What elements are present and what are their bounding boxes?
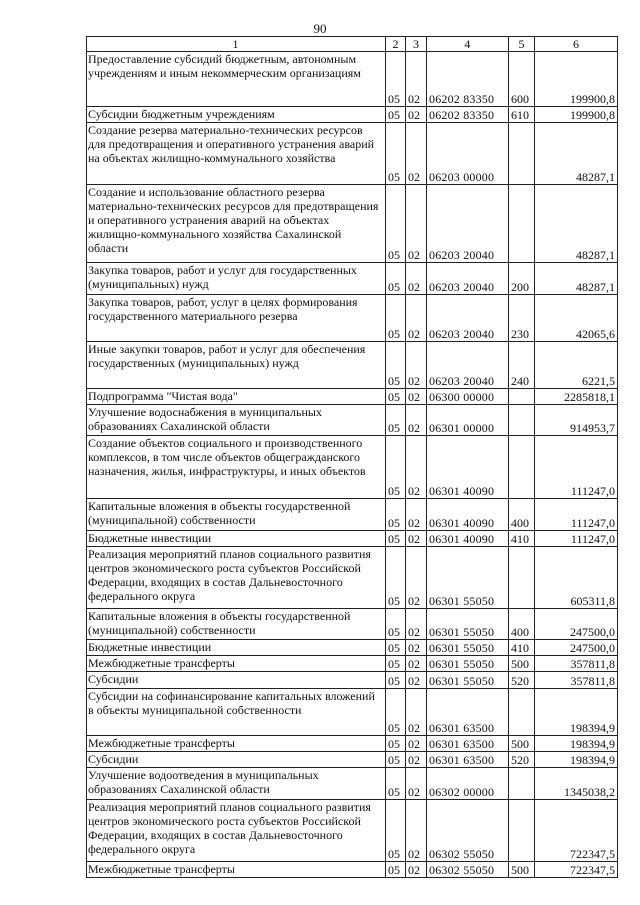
row-target-article: 06203 00000 bbox=[427, 123, 509, 185]
row-amount: 357811,8 bbox=[535, 672, 618, 689]
row-section: 05 bbox=[386, 862, 406, 878]
row-section: 05 bbox=[386, 689, 406, 736]
row-expense-type: 520 bbox=[509, 752, 535, 768]
row-target-article: 06202 83350 bbox=[427, 52, 509, 107]
row-description: Закупка товаров, работ и услуг для государственных (муниципальных) нужд bbox=[87, 263, 386, 295]
row-subsection: 02 bbox=[406, 107, 427, 123]
row-section: 05 bbox=[386, 52, 406, 107]
row-description: Межбюджетные трансферты bbox=[87, 862, 386, 878]
row-expense-type: 410 bbox=[509, 640, 535, 656]
row-description: Субсидии на софинансирование капитальных вложений в объекты муниципальной собственности bbox=[87, 689, 386, 736]
row-amount: 914953,7 bbox=[535, 405, 618, 436]
row-expense-type: 500 bbox=[509, 736, 535, 752]
row-subsection: 02 bbox=[406, 499, 427, 531]
row-amount: 357811,8 bbox=[535, 656, 618, 672]
row-target-article: 06301 55050 bbox=[427, 672, 509, 689]
row-description: Создание объектов социального и производственного комплексов, в том числе объектов общегражданского назначения, жилья, инфраструктуры, и иных объектов bbox=[87, 436, 386, 499]
table-row bbox=[87, 405, 618, 436]
row-expense-type: 610 bbox=[509, 107, 535, 123]
row-amount: 198394,9 bbox=[535, 736, 618, 752]
row-subsection: 02 bbox=[406, 862, 427, 878]
row-section: 05 bbox=[386, 436, 406, 499]
row-amount: 198394,9 bbox=[535, 689, 618, 736]
row-subsection: 02 bbox=[406, 531, 427, 547]
row-description: Капитальные вложения в объекты государственной (муниципальной) собственности bbox=[87, 609, 386, 640]
row-amount: 1345038,2 bbox=[535, 768, 618, 800]
row-amount: 722347,5 bbox=[535, 800, 618, 862]
row-target-article: 06301 63500 bbox=[427, 736, 509, 752]
row-subsection: 02 bbox=[406, 123, 427, 185]
table-row bbox=[87, 295, 618, 342]
row-amount: 247500,0 bbox=[535, 609, 618, 640]
row-expense-type bbox=[509, 405, 535, 436]
row-description: Подпрограмма "Чистая вода" bbox=[87, 389, 386, 405]
row-target-article: 06301 40090 bbox=[427, 499, 509, 531]
row-description: Бюджетные инвестиции bbox=[87, 531, 386, 547]
row-subsection: 02 bbox=[406, 736, 427, 752]
row-description: Субсидии bbox=[87, 752, 386, 768]
row-description: Субсидии bbox=[87, 672, 386, 689]
row-amount: 111247,0 bbox=[535, 531, 618, 547]
row-amount: 2285818,1 bbox=[535, 389, 618, 405]
row-section: 05 bbox=[386, 609, 406, 640]
row-subsection: 02 bbox=[406, 640, 427, 656]
table-row bbox=[87, 123, 618, 185]
row-target-article: 06301 55050 bbox=[427, 547, 509, 609]
row-description: Закупка товаров, работ, услуг в целях формирования государственного материального резерва bbox=[87, 295, 386, 342]
row-amount: 198394,9 bbox=[535, 752, 618, 768]
row-description: Капитальные вложения в объекты государственной (муниципальной) собственности bbox=[87, 499, 386, 531]
row-expense-type bbox=[509, 768, 535, 800]
row-subsection: 02 bbox=[406, 389, 427, 405]
row-expense-type: 520 bbox=[509, 672, 535, 689]
table-row bbox=[87, 736, 618, 752]
table-row bbox=[87, 640, 618, 656]
row-target-article: 06203 20040 bbox=[427, 263, 509, 295]
row-description: Реализация мероприятий планов социального развития центров экономического роста субъектов Российской Федерации, входящих в состав Дальневосточного федерального округа bbox=[87, 800, 386, 862]
row-subsection: 02 bbox=[406, 436, 427, 499]
row-amount: 48287,1 bbox=[535, 123, 618, 185]
header-cell: 2 bbox=[386, 37, 406, 52]
row-subsection: 02 bbox=[406, 768, 427, 800]
row-section: 05 bbox=[386, 389, 406, 405]
row-target-article: 06301 63500 bbox=[427, 689, 509, 736]
row-subsection: 02 bbox=[406, 672, 427, 689]
table-row bbox=[87, 389, 618, 405]
row-subsection: 02 bbox=[406, 52, 427, 107]
row-amount: 199900,8 bbox=[535, 52, 618, 107]
row-section: 05 bbox=[386, 656, 406, 672]
row-amount: 199900,8 bbox=[535, 107, 618, 123]
row-amount: 605311,8 bbox=[535, 547, 618, 609]
header-cell: 1 bbox=[87, 37, 386, 52]
row-section: 05 bbox=[386, 640, 406, 656]
row-expense-type bbox=[509, 800, 535, 862]
row-description: Бюджетные инвестиции bbox=[87, 640, 386, 656]
table-row bbox=[87, 800, 618, 862]
row-description: Межбюджетные трансферты bbox=[87, 656, 386, 672]
table-row bbox=[87, 263, 618, 295]
table-row bbox=[87, 499, 618, 531]
row-section: 05 bbox=[386, 107, 406, 123]
row-amount: 722347,5 bbox=[535, 862, 618, 878]
row-section: 05 bbox=[386, 800, 406, 862]
row-subsection: 02 bbox=[406, 405, 427, 436]
table-row bbox=[87, 752, 618, 768]
row-section: 05 bbox=[386, 736, 406, 752]
row-description: Создание резерва материально-технических ресурсов для предотвращения и оперативного устранения аварий на объектах жилищно-коммунального хозяйства bbox=[87, 123, 386, 185]
row-amount: 111247,0 bbox=[535, 499, 618, 531]
row-target-article: 06203 20040 bbox=[427, 185, 509, 263]
row-target-article: 06202 83350 bbox=[427, 107, 509, 123]
row-target-article: 06301 63500 bbox=[427, 752, 509, 768]
header-cell: 3 bbox=[406, 37, 427, 52]
row-subsection: 02 bbox=[406, 689, 427, 736]
table-row bbox=[87, 689, 618, 736]
row-section: 05 bbox=[386, 499, 406, 531]
row-target-article: 06301 00000 bbox=[427, 405, 509, 436]
row-amount: 48287,1 bbox=[535, 263, 618, 295]
row-description: Создание и использование областного резерва материально-технических ресурсов для предотвращения и оперативного устранения аварий на объектах жилищно-коммунального хозяйства Сахалинской области bbox=[87, 185, 386, 263]
row-target-article: 06301 40090 bbox=[427, 436, 509, 499]
row-section: 05 bbox=[386, 672, 406, 689]
table-row bbox=[87, 436, 618, 499]
row-subsection: 02 bbox=[406, 295, 427, 342]
row-section: 05 bbox=[386, 342, 406, 389]
row-target-article: 06301 40090 bbox=[427, 531, 509, 547]
row-section: 05 bbox=[386, 123, 406, 185]
row-description: Межбюджетные трансферты bbox=[87, 736, 386, 752]
row-expense-type: 400 bbox=[509, 499, 535, 531]
row-target-article: 06302 55050 bbox=[427, 800, 509, 862]
row-expense-type: 600 bbox=[509, 52, 535, 107]
row-amount: 6221,5 bbox=[535, 342, 618, 389]
row-expense-type: 400 bbox=[509, 609, 535, 640]
header-row bbox=[87, 37, 618, 52]
header-cell: 4 bbox=[427, 37, 509, 52]
row-subsection: 02 bbox=[406, 752, 427, 768]
table-row bbox=[87, 547, 618, 609]
row-description: Улучшение водоотведения в муниципальных образованиях Сахалинской области bbox=[87, 768, 386, 800]
row-expense-type: 230 bbox=[509, 295, 535, 342]
row-target-article: 06301 55050 bbox=[427, 640, 509, 656]
row-subsection: 02 bbox=[406, 547, 427, 609]
row-subsection: 02 bbox=[406, 656, 427, 672]
row-subsection: 02 bbox=[406, 342, 427, 389]
row-subsection: 02 bbox=[406, 263, 427, 295]
row-expense-type bbox=[509, 389, 535, 405]
table-row bbox=[87, 656, 618, 672]
row-target-article: 06300 00000 bbox=[427, 389, 509, 405]
row-expense-type bbox=[509, 547, 535, 609]
row-description: Реализация мероприятий планов социального развития центров экономического роста субъектов Российской Федерации, входящих в состав Дальневосточного федерального округа bbox=[87, 547, 386, 609]
row-target-article: 06302 00000 bbox=[427, 768, 509, 800]
row-expense-type bbox=[509, 185, 535, 263]
row-description: Иные закупки товаров, работ и услуг для обеспечения государственных (муниципальных) нужд bbox=[87, 342, 386, 389]
row-section: 05 bbox=[386, 185, 406, 263]
row-subsection: 02 bbox=[406, 800, 427, 862]
table-row bbox=[87, 52, 618, 107]
row-target-article: 06203 20040 bbox=[427, 342, 509, 389]
row-amount: 42065,6 bbox=[535, 295, 618, 342]
row-subsection: 02 bbox=[406, 185, 427, 263]
header-cell: 5 bbox=[509, 37, 535, 52]
row-expense-type bbox=[509, 436, 535, 499]
row-expense-type bbox=[509, 689, 535, 736]
table-row bbox=[87, 342, 618, 389]
row-section: 05 bbox=[386, 531, 406, 547]
row-description: Субсидии бюджетным учреждениям bbox=[87, 107, 386, 123]
header-cell: 6 bbox=[535, 37, 618, 52]
table-row bbox=[87, 107, 618, 123]
row-amount: 48287,1 bbox=[535, 185, 618, 263]
row-amount: 111247,0 bbox=[535, 436, 618, 499]
row-subsection: 02 bbox=[406, 609, 427, 640]
row-section: 05 bbox=[386, 263, 406, 295]
row-description: Предоставление субсидий бюджетным, автономным учреждениям и иным некоммерческим организациям bbox=[87, 52, 386, 107]
row-expense-type: 500 bbox=[509, 656, 535, 672]
table-row bbox=[87, 609, 618, 640]
row-target-article: 06203 20040 bbox=[427, 295, 509, 342]
table-row bbox=[87, 768, 618, 800]
row-description: Улучшение водоснабжения в муниципальных образованиях Сахалинской области bbox=[87, 405, 386, 436]
row-target-article: 06301 55050 bbox=[427, 609, 509, 640]
row-expense-type: 410 bbox=[509, 531, 535, 547]
row-target-article: 06301 55050 bbox=[427, 656, 509, 672]
row-section: 05 bbox=[386, 768, 406, 800]
row-amount: 247500,0 bbox=[535, 640, 618, 656]
row-section: 05 bbox=[386, 752, 406, 768]
page-number: 90 bbox=[313, 21, 327, 36]
row-section: 05 bbox=[386, 295, 406, 342]
row-expense-type: 240 bbox=[509, 342, 535, 389]
row-expense-type: 200 bbox=[509, 263, 535, 295]
table-row bbox=[87, 185, 618, 263]
table-row bbox=[87, 862, 618, 878]
row-target-article: 06302 55050 bbox=[427, 862, 509, 878]
row-expense-type: 500 bbox=[509, 862, 535, 878]
budget-table bbox=[86, 36, 618, 878]
row-expense-type bbox=[509, 123, 535, 185]
table-row bbox=[87, 531, 618, 547]
table-row bbox=[87, 672, 618, 689]
row-section: 05 bbox=[386, 405, 406, 436]
row-section: 05 bbox=[386, 547, 406, 609]
